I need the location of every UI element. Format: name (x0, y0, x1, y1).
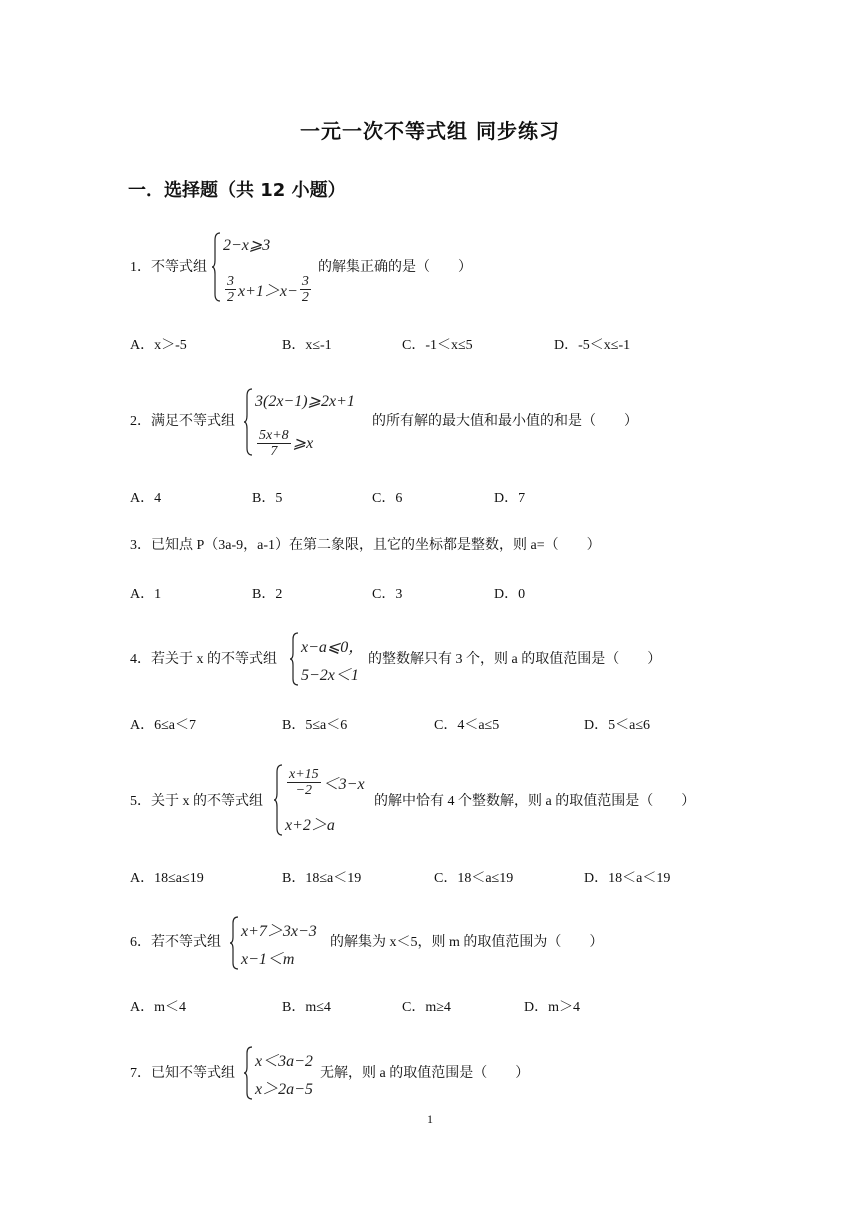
system-line-1: x−a⩽0， (301, 638, 365, 656)
option-a: A．1 (130, 587, 162, 602)
system-line-2: x+2＞a (285, 816, 335, 834)
question-5-inequality-system (274, 764, 365, 836)
option-d: D．5＜a≤6 (584, 718, 651, 733)
option-a: A．x＞-5 (130, 338, 187, 353)
fraction: $\frac{5x+8}{7}$ (259, 427, 289, 459)
question-1-prefix: 1．不等式组 (130, 260, 207, 275)
option-c: C．6 (372, 491, 403, 506)
question-7-prefix: 7．已知不等式组 (130, 1066, 235, 1081)
question-6-inequality-system (230, 916, 317, 970)
system-line-1: $\frac{x+15}{-2}$ ＜3−x (289, 766, 365, 798)
question-4-prefix: 4．若关于 x 的不等式组 (130, 652, 277, 667)
option-a: A．6≤a＜7 (130, 718, 197, 733)
question-5-prefix: 5．关于 x 的不等式组 (130, 794, 263, 809)
option-b: B．x≤-1 (282, 338, 332, 353)
option-c: C．-1＜x≤5 (402, 338, 473, 353)
page-number: 1 (427, 1112, 433, 1126)
option-b: B．m≤4 (282, 1000, 331, 1015)
fraction: $\frac{3}{2}$ (227, 273, 234, 305)
fraction: $\frac{3}{2}$ (301, 273, 309, 305)
option-b: B．5≤a＜6 (282, 718, 348, 733)
system-line-1: 2−x⩾3 (223, 237, 271, 254)
option-d: D．-5＜x≤-1 (554, 338, 631, 353)
system-line-1: 3(2x−1)⩾2x+1 (255, 393, 355, 410)
option-b: B．2 (252, 587, 283, 602)
option-d: D．18＜a＜19 (584, 871, 671, 886)
question-1-inequality-system (212, 232, 313, 305)
question-1-text: 的解集正确的是（ ） (318, 260, 472, 275)
left-brace-icon (290, 632, 299, 686)
fraction: $\frac{x+15}{-2}$ (289, 766, 319, 798)
question-7-text: 无解，则 a 的取值范围是（ ） (320, 1066, 530, 1081)
system-line-2: x＞2a−5 (255, 1080, 313, 1098)
question-6-text: 的解集为 x＜5，则 m 的取值范围为（ ） (330, 935, 604, 950)
option-d: D．0 (494, 587, 526, 602)
system-line-1: x＜3a−2 (255, 1052, 313, 1070)
option-b: B．18≤a＜19 (282, 871, 362, 886)
system-line-2: x−1＜m (241, 950, 295, 968)
system-line-2: $\frac{5x+8}{7}$ ⩾x (259, 427, 314, 459)
question-3-text: 3．已知点 P（3a-9，a-1）在第二象限，且它的坐标都是整数，则 a=（ ） (130, 538, 601, 553)
system-line-1: x+7＞3x−3 (241, 922, 317, 940)
option-a: A．m＜4 (130, 1000, 186, 1015)
option-c: C．m≥4 (402, 1000, 451, 1015)
system-line-2: $\frac{3}{2}$ x+1＞x− $\frac{3}{2}$ (227, 273, 309, 305)
left-brace-icon (212, 232, 221, 302)
option-c: C．3 (372, 587, 403, 602)
system-line-2: 5−2x＜1 (301, 666, 359, 684)
left-brace-icon (244, 1046, 253, 1100)
option-c: C．4＜a≤5 (434, 718, 500, 733)
option-d: D．m＞4 (524, 1000, 580, 1015)
question-6-prefix: 6．若不等式组 (130, 935, 221, 950)
option-d: D．7 (494, 491, 526, 506)
page-title: 一元一次不等式组 同步练习 (300, 119, 560, 143)
left-brace-icon (244, 388, 253, 456)
left-brace-icon (274, 764, 283, 836)
question-4-inequality-system (290, 632, 364, 686)
question-2-inequality-system (244, 388, 355, 459)
question-2-text: 的所有解的最大值和最小值的和是（ ） (372, 414, 638, 429)
question-5-text: 的解中恰有 4 个整数解，则 a 的取值范围是（ ） (374, 794, 696, 809)
option-a: A．18≤a≤19 (130, 871, 204, 886)
section-heading: 一．选择题（共 12 小题） (128, 180, 346, 201)
question-7-inequality-system (244, 1046, 313, 1100)
option-b: B．5 (252, 491, 283, 506)
left-brace-icon (230, 916, 239, 970)
option-a: A．4 (130, 491, 162, 506)
option-c: C．18＜a≤19 (434, 871, 514, 886)
question-4-text: 的整数解只有 3 个，则 a 的取值范围是（ ） (368, 652, 662, 667)
question-2-prefix: 2．满足不等式组 (130, 414, 235, 429)
